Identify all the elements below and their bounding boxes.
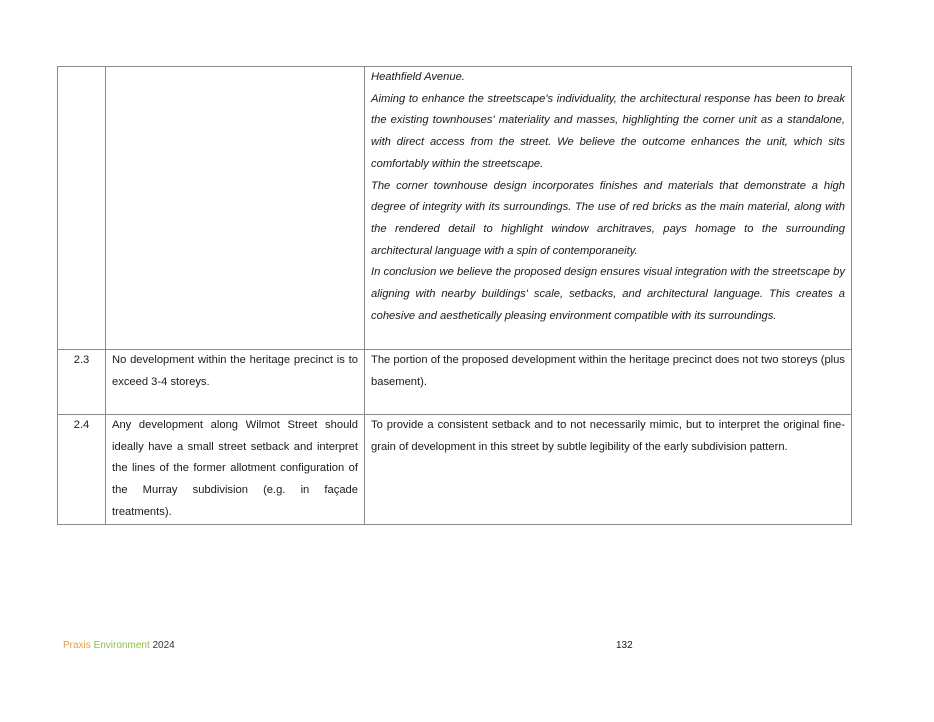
requirement-cell bbox=[106, 67, 365, 350]
requirement-text: No development within the heritage precinct is to exceed 3-4 storeys. bbox=[112, 354, 358, 388]
requirement-cell bbox=[106, 415, 365, 525]
item-number: 2.4 bbox=[73, 419, 90, 431]
response-paragraph: The portion of the proposed development within the heritage precinct does not two storeys (plus basement). bbox=[371, 354, 845, 388]
page-number: 132 bbox=[616, 640, 633, 651]
requirement-cell bbox=[106, 350, 365, 415]
item-number-cell bbox=[58, 67, 106, 350]
response-cell bbox=[365, 415, 852, 525]
response-paragraph: To provide a consistent setback and to not necessarily mimic, but to interpret the original fine-grain of development in this street by subtle legibility of the early subdivision pattern. bbox=[371, 419, 845, 453]
heritage-compliance-table bbox=[57, 66, 852, 525]
response-paragraph: Heathfield Avenue. bbox=[371, 71, 465, 83]
table-row bbox=[58, 415, 852, 525]
table-row bbox=[58, 67, 852, 350]
brand-name-praxis: Praxis bbox=[63, 640, 91, 651]
response-cell bbox=[365, 350, 852, 415]
footer-brand bbox=[63, 640, 175, 651]
requirement-text: Any development along Wilmot Street should ideally have a small street setback and interpret the lines of the former allotment configuration of the Murray subdivision (e.g. in façade treatments). bbox=[112, 419, 358, 518]
item-number: 2.3 bbox=[73, 354, 90, 366]
item-number-cell bbox=[58, 350, 106, 415]
item-number-cell bbox=[58, 415, 106, 525]
brand-name-environment: Environment bbox=[93, 640, 150, 651]
table-row bbox=[58, 350, 852, 415]
response-cell bbox=[365, 67, 852, 350]
footer-year: 2024 bbox=[152, 640, 175, 651]
response-paragraph: Aiming to enhance the streetscape's individuality, the architectural response has been to break the existing townhouses' materiality and masses, highlighting the corner unit as a standalone, with direct access from the street. We believe the outcome enhances the unit, which sits comfortably within the streetscape. bbox=[371, 92, 845, 170]
response-paragraph: The corner townhouse design incorporates finishes and materials that demonstrate a high degree of integrity with its surroundings. The use of red bricks as the main material, along with the rendered detail to highlight window architraves, pays homage to the surrounding architectural language with a spin of contemporaneity. bbox=[371, 179, 845, 257]
response-paragraph: In conclusion we believe the proposed design ensures visual integration with the streetscape by aligning with nearby buildings' scale, setbacks, and architectural language. This creates a cohesive and aesthetically pleasing environment compatible with its surroundings. bbox=[371, 266, 845, 322]
